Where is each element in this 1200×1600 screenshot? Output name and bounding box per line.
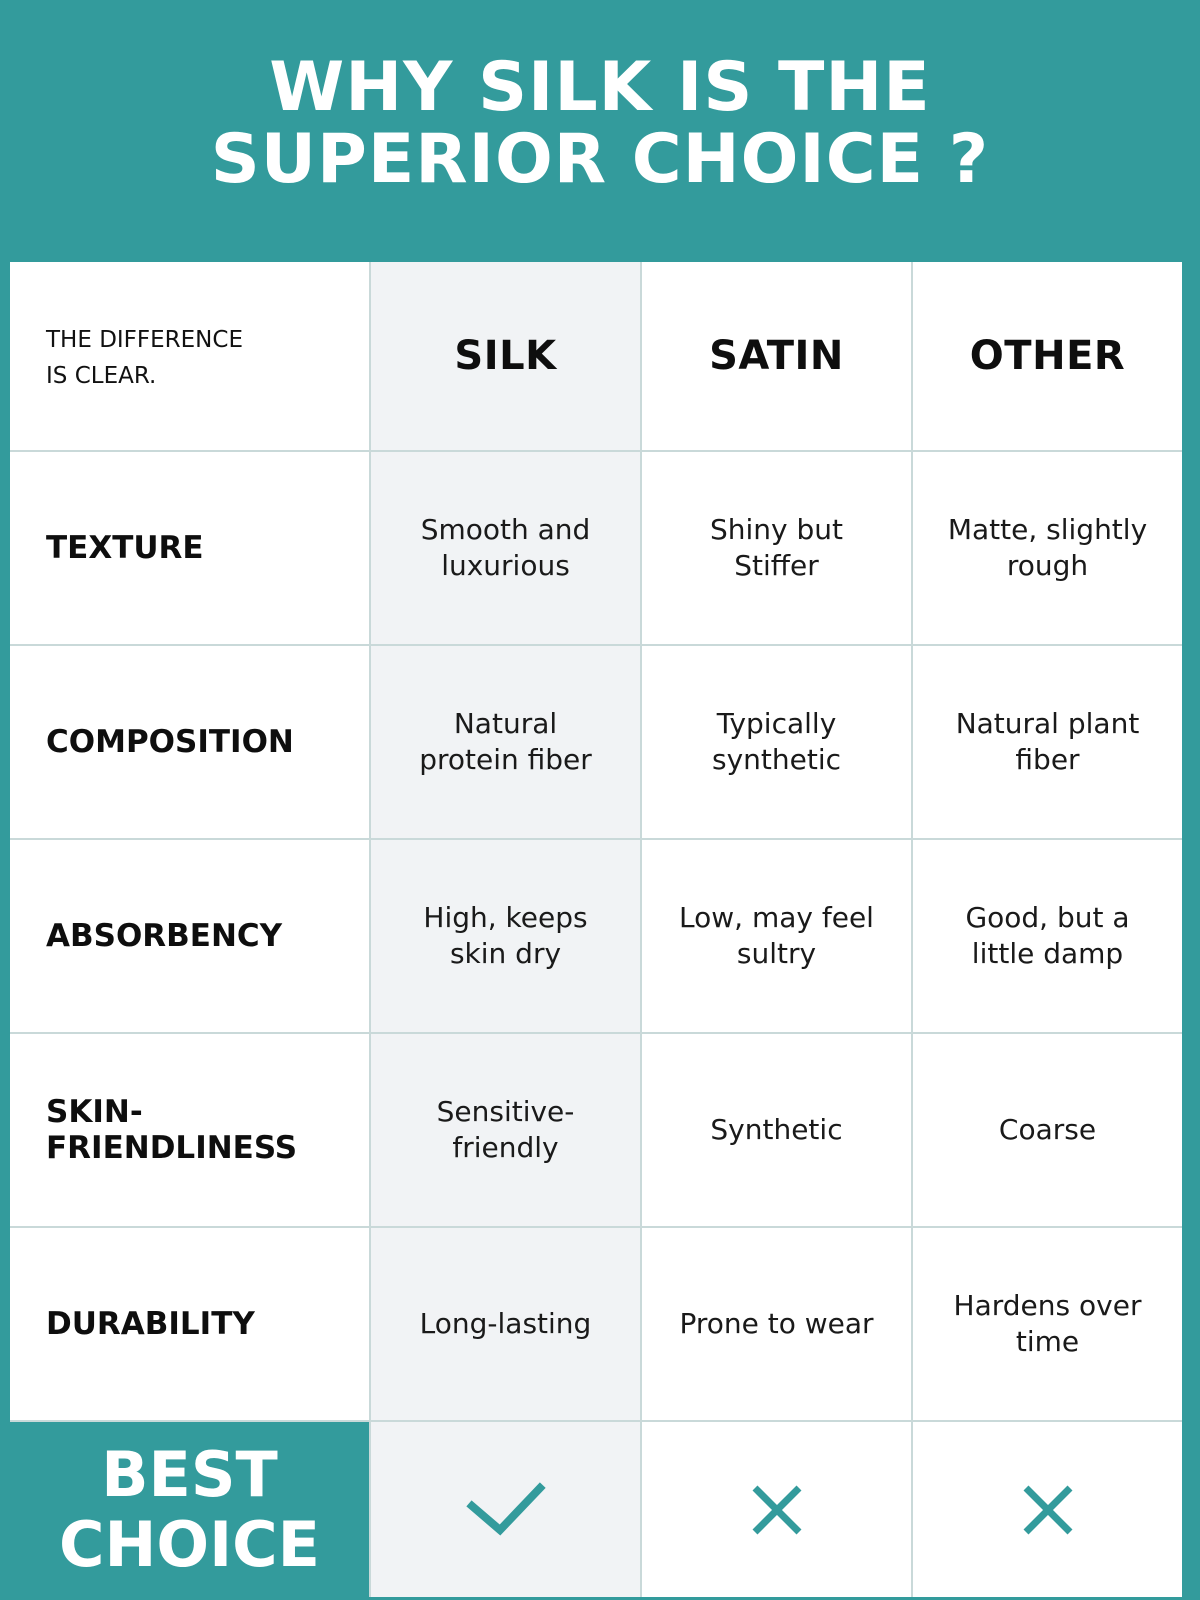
row-label-composition bbox=[10, 646, 369, 838]
cell-value: High, keeps skin dry bbox=[423, 901, 588, 970]
cell-value: Natural protein fiber bbox=[419, 707, 592, 776]
cell-value: Coarse bbox=[998, 1113, 1097, 1146]
column-header-other bbox=[913, 262, 1182, 450]
comparison-table bbox=[10, 262, 1182, 1597]
table-cell bbox=[642, 646, 911, 838]
table-cell bbox=[642, 840, 911, 1032]
table-cell bbox=[371, 646, 640, 838]
row-label-skin-friendliness bbox=[10, 1034, 369, 1226]
row-label: COMPOSITION bbox=[46, 724, 294, 760]
best-choice-label: BEST CHOICE bbox=[58, 1437, 321, 1581]
column-header-satin bbox=[642, 262, 911, 450]
cell-value: Typically synthetic bbox=[711, 707, 841, 776]
cell-value: Hardens over time bbox=[953, 1289, 1142, 1358]
row-label-durability bbox=[10, 1228, 369, 1420]
best-choice-other bbox=[913, 1422, 1182, 1597]
best-choice-silk bbox=[371, 1422, 640, 1597]
cell-value: Smooth and luxurious bbox=[420, 513, 591, 582]
row-label: ABSORBENCY bbox=[46, 918, 283, 954]
cross-icon bbox=[749, 1482, 805, 1538]
cell-value: Matte, slightly rough bbox=[947, 513, 1148, 582]
column-header-label: OTHER bbox=[969, 333, 1126, 379]
best-choice-label-cell bbox=[10, 1422, 369, 1597]
table-cell bbox=[913, 840, 1182, 1032]
cell-value: Sensitive-friendly bbox=[436, 1095, 575, 1164]
table-cell bbox=[913, 646, 1182, 838]
cell-value: Good, but a little damp bbox=[965, 901, 1130, 970]
table-cell bbox=[642, 452, 911, 644]
table-cell bbox=[371, 452, 640, 644]
cell-value: Natural plant fiber bbox=[955, 707, 1140, 776]
check-icon bbox=[466, 1480, 546, 1540]
table-corner bbox=[10, 262, 369, 450]
table-cell bbox=[913, 1228, 1182, 1420]
row-label: SKIN- FRIENDLINESS bbox=[46, 1094, 298, 1166]
header bbox=[0, 0, 1200, 262]
table-cell bbox=[642, 1034, 911, 1226]
cross-icon bbox=[1020, 1482, 1076, 1538]
table-cell bbox=[371, 840, 640, 1032]
best-choice-satin bbox=[642, 1422, 911, 1597]
row-label-texture bbox=[10, 452, 369, 644]
column-header-label: SILK bbox=[454, 333, 557, 379]
column-header-silk bbox=[371, 262, 640, 450]
column-header-label: SATIN bbox=[709, 333, 844, 379]
cell-value: Shiny but Stiffer bbox=[709, 513, 843, 582]
table-cell bbox=[913, 452, 1182, 644]
cell-value: Long-lasting bbox=[419, 1307, 592, 1340]
cell-value: Low, may feel sultry bbox=[679, 901, 874, 970]
table-cell bbox=[913, 1034, 1182, 1226]
corner-label: THE DIFFERENCE IS CLEAR. bbox=[46, 327, 243, 389]
row-label: DURABILITY bbox=[46, 1306, 255, 1342]
table-cell bbox=[371, 1034, 640, 1226]
row-label: TEXTURE bbox=[46, 530, 204, 566]
cell-value: Prone to wear bbox=[679, 1307, 874, 1340]
page-title: WHY SILK IS THE SUPERIOR CHOICE ? bbox=[210, 48, 990, 199]
table-cell bbox=[371, 1228, 640, 1420]
cell-value: Synthetic bbox=[710, 1113, 843, 1146]
row-label-absorbency bbox=[10, 840, 369, 1032]
table-cell bbox=[642, 1228, 911, 1420]
